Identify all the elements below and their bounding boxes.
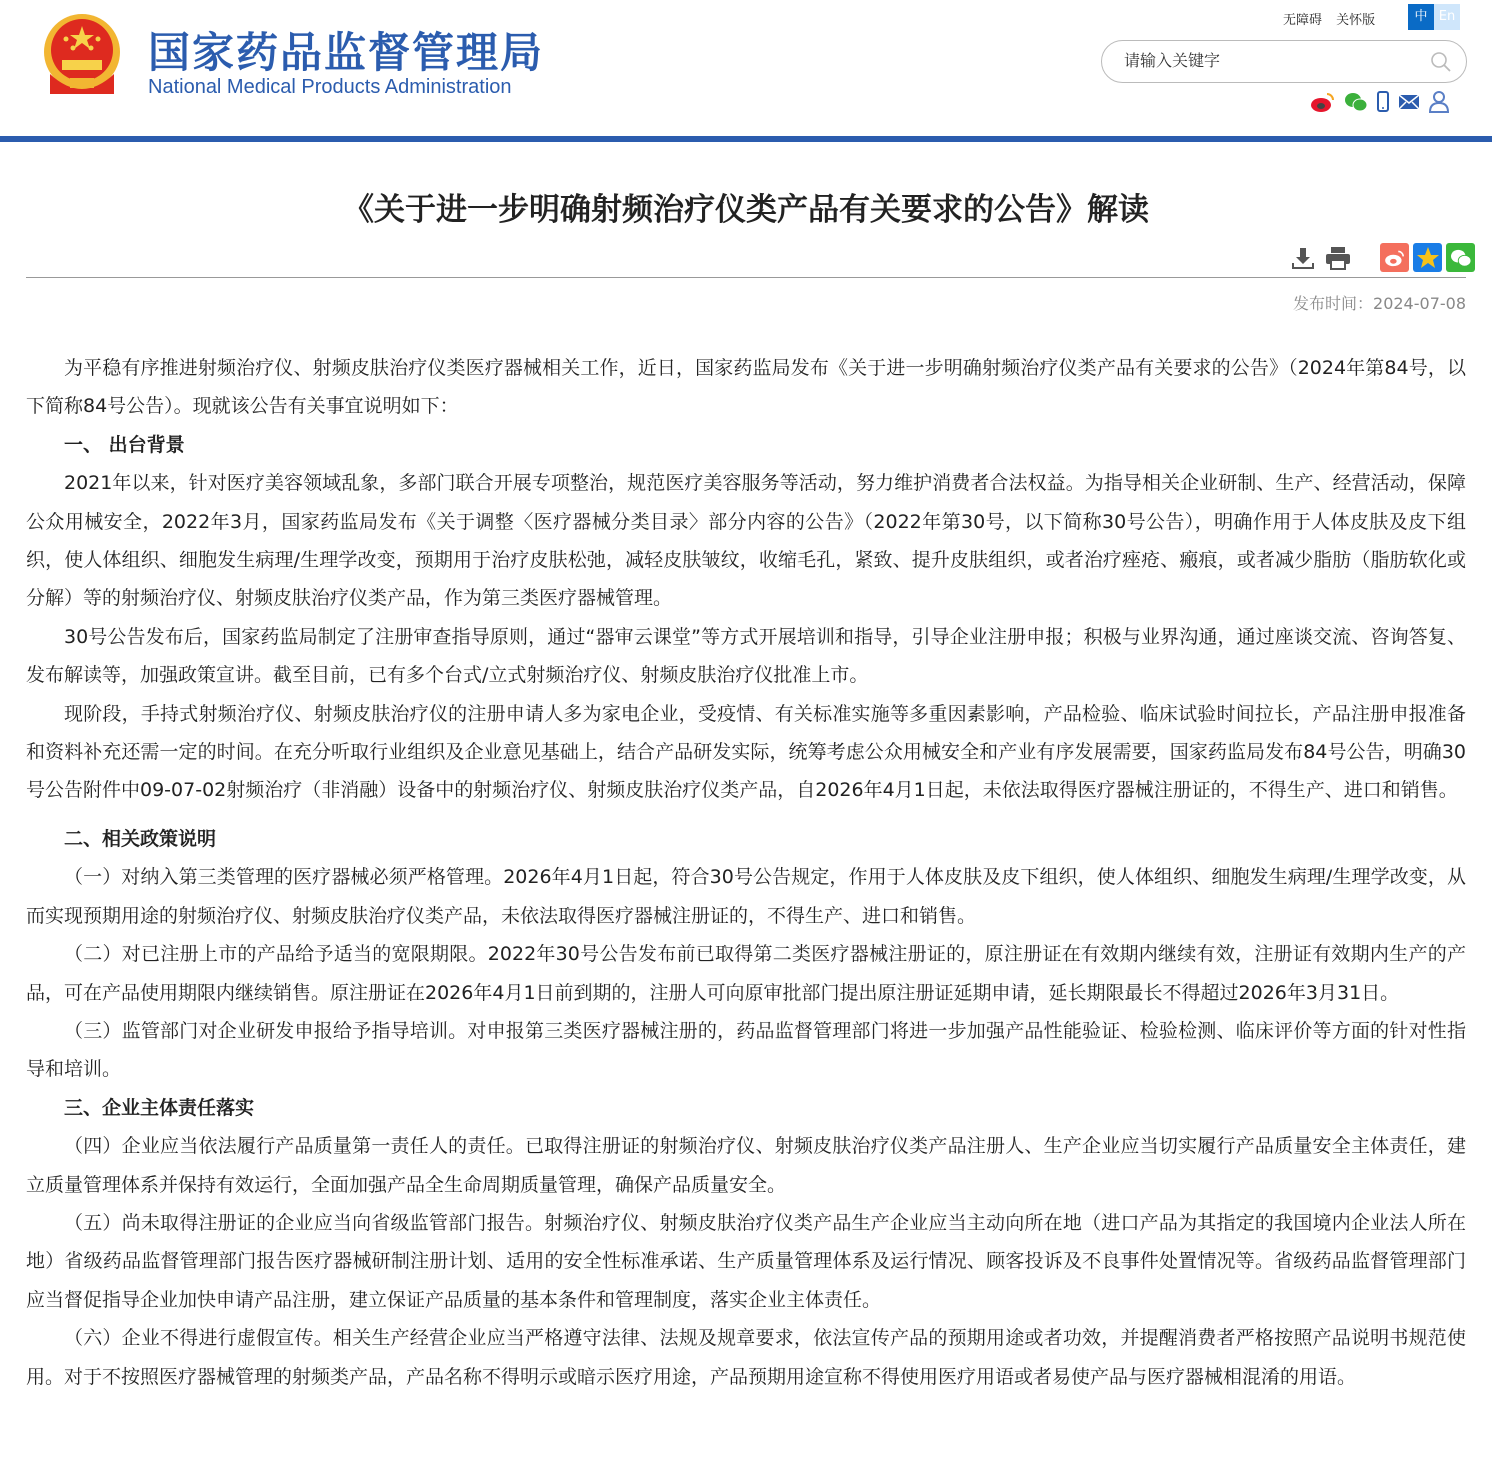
weibo-icon [1384, 249, 1406, 267]
search-box [1101, 40, 1467, 83]
search-input[interactable] [1124, 51, 1414, 70]
article-paragraph: 30号公告发布后，国家药监局制定了注册审查指导原则，通过“器审云课堂”等方式开展培训和指导，引导企业注册申报；积极与业界沟通，通过座谈交流、咨询答复、发布解读等，加强政策宣讲。截至目前，已有多个台式/立式射频治疗仪、射频皮肤治疗仪批准上市。 [26, 625, 1466, 687]
site-header [0, 0, 1492, 136]
article-paragraph: （三）监管部门对企业研发申报给予指导培训。对申报第三类医疗器械注册的，药品监督管理部门将进一步加强产品性能验证、检验检测、临床评价等方面的针对性指导和培训。 [26, 1019, 1466, 1081]
care-mode-link[interactable]: 关怀版 [1336, 13, 1376, 28]
mail-icon[interactable] [1398, 93, 1420, 111]
title-divider [26, 277, 1466, 278]
weibo-icon[interactable] [1310, 91, 1336, 113]
article-title: 《关于进一步明确射频治疗仪类产品有关要求的公告》解读 [343, 192, 1149, 228]
publish-date [1293, 291, 1466, 314]
accessibility-link[interactable]: 无障碍 [1283, 13, 1323, 28]
header-divider-bar [0, 136, 1492, 142]
publish-date-label: 发布时间： [1293, 294, 1374, 313]
article-paragraph: 2021年以来，针对医疗美容领域乱象，多部门联合开展专项整治，规范医疗美容服务等活动，努力维护消费者合法权益。为指导相关企业研制、生产、经营活动，保障公众用械安全，2022年3月，国家药监局发布《关于调整〈医疗器械分类目录〉部分内容的公告》（2022年第30号，以下简称30号公告），明确作用于人体皮肤及皮下组织，使人体组织、细胞发生病理/生理学改变，预期用于治疗皮肤松弛，减轻皮肤皱纹，收缩毛孔，紧致、提升皮肤组织，或者治疗痤疮、瘢痕，或者减少脂肪（脂肪软化或分解）等的射频治疗仪、射频皮肤治疗仪类产品，作为第三类医疗器械管理。 [26, 472, 1466, 610]
article-body [26, 349, 1466, 1396]
print-icon[interactable] [1324, 245, 1352, 271]
share-weibo-button[interactable] [1380, 243, 1409, 272]
section-heading: 三、企业主体责任落实 [64, 1096, 255, 1119]
download-icon[interactable] [1290, 245, 1316, 271]
article-paragraph: （二）对已注册上市的产品给予适当的宽限期限。2022年30号公告发布前已取得第二类医疗器械注册证的，原注册证在有效期内继续有效，注册证有效期内生产的产品，可在产品使用期限内继续销售。原注册证在2026年4月1日前到期的，注册人可向原审批部门提出原注册证延期申请，延长期限最长不得超过2026年3月31日。 [26, 943, 1466, 1004]
article-toolbar [1290, 243, 1475, 272]
logo-title-cn[interactable]: 国家药品监督管理局 [148, 28, 545, 77]
mobile-icon[interactable] [1376, 91, 1390, 113]
share-wechat-button[interactable] [1446, 243, 1475, 272]
section-heading: 一、 出台背景 [64, 433, 185, 456]
search-icon[interactable] [1430, 51, 1452, 73]
publish-date-value: 2024-07-08 [1373, 294, 1466, 313]
article-paragraph: （五）尚未取得注册证的企业应当向省级监管部门报告。射频治疗仪、射频皮肤治疗仪类产品生产企业应当主动向所在地（进口产品为其指定的我国境内企业法人所在地）省级药品监督管理部门报告医疗器械研制注册计划、适用的安全性标准承诺、生产质量管理体系及运行情况、顾客投诉及不良事件处置情况等。省级药品监督管理部门应当督促指导企业加快申请产品注册，建立保证产品质量的基本条件和管理制度，落实企业主体责任。 [26, 1211, 1466, 1311]
lang-en-button[interactable]: En [1434, 4, 1460, 30]
lang-zh-button[interactable]: 中 [1408, 4, 1434, 30]
national-emblem-icon [42, 14, 122, 98]
article-paragraph: （六）企业不得进行虚假宣传。相关生产经营企业应当严格遵守法律、法规及规章要求，依法宣传产品的预期用途或者功效，并提醒消费者严格按照产品说明书规范使用。对于不按照医疗器械管理的射频类产品，产品名称不得明示或暗示医疗用途，产品预期用途宣称不得使用医疗用语或者易使产品与医疗器械相混淆的用语。 [26, 1327, 1466, 1388]
qzone-star-icon [1416, 246, 1440, 270]
user-icon[interactable] [1428, 90, 1450, 114]
wechat-icon[interactable] [1344, 91, 1368, 113]
article-paragraph: 现阶段，手持式射频治疗仪、射频皮肤治疗仪的注册申请人多为家电企业，受疫情、有关标准实施等多重因素影响，产品检验、临床试验时间拉长，产品注册申报准备和资料补充还需一定的时间。在充分听取行业组织及企业意见基础上，结合产品研发实际，统筹考虑公众用械安全和产业有序发展需要，国家药监局发布84号公告，明确30号公告附件中09-07-02射频治疗（非消融）设备中的射频治疗仪、射频皮肤治疗仪类产品，自2026年4月1日起，未依法取得医疗器械注册证的，不得生产、进口和销售。 [26, 702, 1466, 802]
article-paragraph: 为平稳有序推进射频治疗仪、射频皮肤治疗仪类医疗器械相关工作，近日，国家药监局发布《关于进一步明确射频治疗仪类产品有关要求的公告》（2024年第84号，以下简称84号公告）。现就该公告有关事宜说明如下： [26, 357, 1466, 418]
article-paragraph: （四）企业应当依法履行产品质量第一责任人的责任。已取得注册证的射频治疗仪、射频皮肤治疗仪类产品注册人、生产企业应当切实履行产品质量安全主体责任，建立质量管理体系并保持有效运行，全面加强产品全生命周期质量管理，确保产品质量安全。 [26, 1135, 1466, 1196]
wechat-icon [1450, 248, 1472, 268]
logo-title-en[interactable]: National Medical Products Administration [148, 76, 512, 98]
section-heading: 二、相关政策说明 [64, 827, 217, 850]
article-paragraph: （一）对纳入第三类管理的医疗器械必须严格管理。2026年4月1日起，符合30号公告规定，作用于人体皮肤及皮下组织，使人体组织、细胞发生病理/生理学改变，从而实现预期用途的射频治疗仪、射频皮肤治疗仪类产品，未依法取得医疗器械注册证的，不得生产、进口和销售。 [26, 866, 1466, 927]
share-qzone-button[interactable] [1413, 243, 1442, 272]
